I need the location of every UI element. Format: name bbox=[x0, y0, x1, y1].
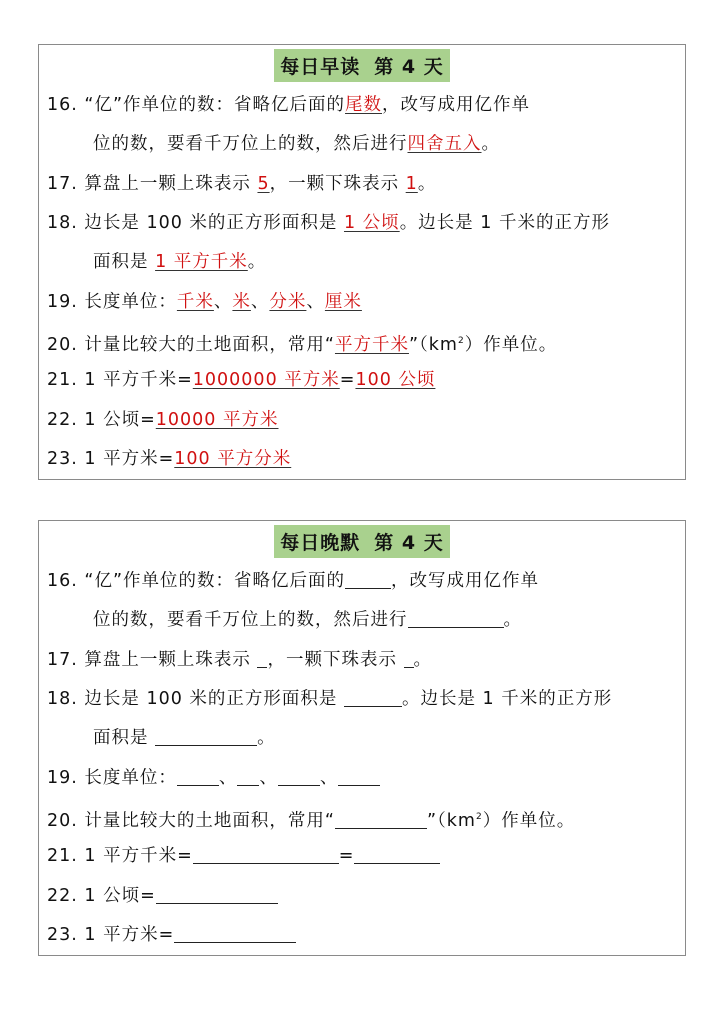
item-text: 18. 边长是 100 米的正方形面积是 bbox=[47, 689, 344, 709]
item-text: 位的数，要看千万位上的数，然后进行 bbox=[93, 610, 408, 630]
item-18-line-1 bbox=[47, 687, 612, 711]
item-text: 22. 1 公顷= bbox=[47, 886, 156, 906]
item-text: ”（km bbox=[408, 334, 458, 355]
answer: 1000000 平方米 bbox=[192, 370, 340, 390]
answer: 厘米 bbox=[324, 292, 362, 312]
answer: 尾数 bbox=[345, 95, 383, 115]
item-text: 20. 计量比较大的土地面积，常用“ bbox=[47, 334, 335, 355]
item-20 bbox=[47, 329, 557, 357]
item-16-line-2 bbox=[93, 608, 522, 632]
item-20 bbox=[47, 805, 575, 833]
item-19 bbox=[47, 766, 380, 790]
item-16-line-2 bbox=[93, 132, 500, 156]
item-text: 位的数，要看千万位上的数，然后进行 bbox=[93, 134, 408, 154]
fill-blank[interactable] bbox=[344, 688, 402, 707]
item-text: ”（km bbox=[426, 810, 476, 831]
answer: 1 bbox=[405, 174, 418, 194]
item-text: = bbox=[338, 846, 355, 866]
item-text: 23. 1 平方米= bbox=[47, 449, 175, 469]
fill-blank[interactable] bbox=[257, 649, 267, 668]
item-text: 20. 计量比较大的土地面积，常用“ bbox=[47, 810, 335, 831]
item-text: 21. 1 平方千米= bbox=[47, 846, 193, 866]
fill-blank[interactable] bbox=[404, 649, 414, 668]
card-title: 每日早读 第 4 天 bbox=[274, 49, 449, 82]
item-text: 19. 长度单位： bbox=[47, 768, 177, 788]
item-text: 、 bbox=[306, 292, 325, 312]
item-21 bbox=[47, 368, 435, 392]
item-22 bbox=[47, 884, 278, 908]
fill-blank[interactable] bbox=[335, 810, 427, 829]
item-text: ，一颗下珠表示 bbox=[267, 650, 404, 670]
fill-blank[interactable] bbox=[237, 767, 259, 786]
item-text: 、 bbox=[250, 292, 270, 312]
fill-blank[interactable] bbox=[408, 609, 504, 628]
item-text: 2 bbox=[475, 812, 483, 822]
item-23 bbox=[47, 447, 291, 471]
answer: 分米 bbox=[269, 292, 307, 312]
item-18-line-2 bbox=[93, 726, 276, 750]
item-17 bbox=[47, 648, 432, 672]
item-text: 。边长是 1 千米的正方形 bbox=[401, 689, 613, 709]
answer: 100 公顷 bbox=[355, 370, 436, 390]
answer: 100 平方分米 bbox=[174, 449, 292, 469]
item-text: 面积是 bbox=[93, 728, 156, 748]
fill-blank[interactable] bbox=[193, 845, 339, 864]
answer: 5 bbox=[257, 174, 270, 194]
answer: 平方千米 bbox=[334, 334, 409, 355]
item-text: 2 bbox=[457, 336, 465, 346]
item-text: 18. 边长是 100 米的正方形面积是 bbox=[47, 213, 344, 233]
item-text: 23. 1 平方米= bbox=[47, 925, 175, 945]
item-text: 面积是 bbox=[93, 252, 156, 272]
item-text: 。 bbox=[503, 610, 522, 630]
item-text: 17. 算盘上一颗上珠表示 bbox=[47, 650, 258, 670]
item-18-line-1 bbox=[47, 211, 610, 235]
item-text: 、 bbox=[213, 292, 233, 312]
item-text: = bbox=[339, 370, 356, 390]
item-text: 17. 算盘上一颗上珠表示 bbox=[47, 174, 258, 194]
fill-blank[interactable] bbox=[177, 767, 219, 786]
item-23 bbox=[47, 923, 296, 947]
fill-blank[interactable] bbox=[338, 767, 380, 786]
answer: 1 公顷 bbox=[343, 213, 400, 233]
item-text: 16. “亿”作单位的数：省略亿后面的 bbox=[47, 571, 346, 591]
fill-blank[interactable] bbox=[156, 885, 278, 904]
card-title: 每日晚默 第 4 天 bbox=[274, 525, 449, 558]
evening-dictation-card bbox=[38, 520, 686, 956]
answer: 10000 平方米 bbox=[155, 410, 279, 430]
answer: 四舍五入 bbox=[407, 134, 482, 154]
item-16-line-1 bbox=[47, 569, 539, 593]
item-text: 16. “亿”作单位的数：省略亿后面的 bbox=[47, 95, 346, 115]
item-text: 22. 1 公顷= bbox=[47, 410, 156, 430]
item-18-line-2 bbox=[93, 250, 266, 274]
item-text: 。 bbox=[257, 728, 276, 748]
item-text: 。 bbox=[247, 252, 267, 272]
item-text: 。边长是 1 千米的正方形 bbox=[399, 213, 610, 233]
item-text: 21. 1 平方千米= bbox=[47, 370, 193, 390]
item-22 bbox=[47, 408, 279, 432]
morning-reading-card bbox=[38, 44, 686, 480]
answer: 1 平方千米 bbox=[155, 252, 248, 272]
fill-blank[interactable] bbox=[155, 727, 257, 746]
item-text: 。 bbox=[481, 134, 500, 154]
item-text: ）作单位。 bbox=[464, 334, 558, 355]
item-16-line-1 bbox=[47, 93, 530, 117]
item-19 bbox=[47, 290, 362, 314]
item-text: 、 bbox=[319, 768, 339, 788]
item-text: ，改写成用亿作单 bbox=[391, 571, 540, 591]
item-text: 。 bbox=[417, 174, 437, 194]
fill-blank[interactable] bbox=[354, 845, 440, 864]
item-text: 19. 长度单位： bbox=[47, 292, 177, 312]
item-text: 、 bbox=[259, 768, 278, 788]
item-text: ，一颗下珠表示 bbox=[269, 174, 406, 194]
fill-blank[interactable] bbox=[345, 570, 391, 589]
fill-blank[interactable] bbox=[278, 767, 320, 786]
item-text: ）作单位。 bbox=[482, 810, 576, 831]
item-text: 。 bbox=[413, 650, 433, 670]
item-text: ，改写成用亿作单 bbox=[382, 95, 531, 115]
answer: 米 bbox=[232, 292, 251, 312]
item-17 bbox=[47, 172, 436, 196]
item-21 bbox=[47, 844, 440, 868]
answer: 千米 bbox=[176, 292, 214, 312]
fill-blank[interactable] bbox=[174, 924, 296, 943]
item-text: 、 bbox=[218, 768, 238, 788]
